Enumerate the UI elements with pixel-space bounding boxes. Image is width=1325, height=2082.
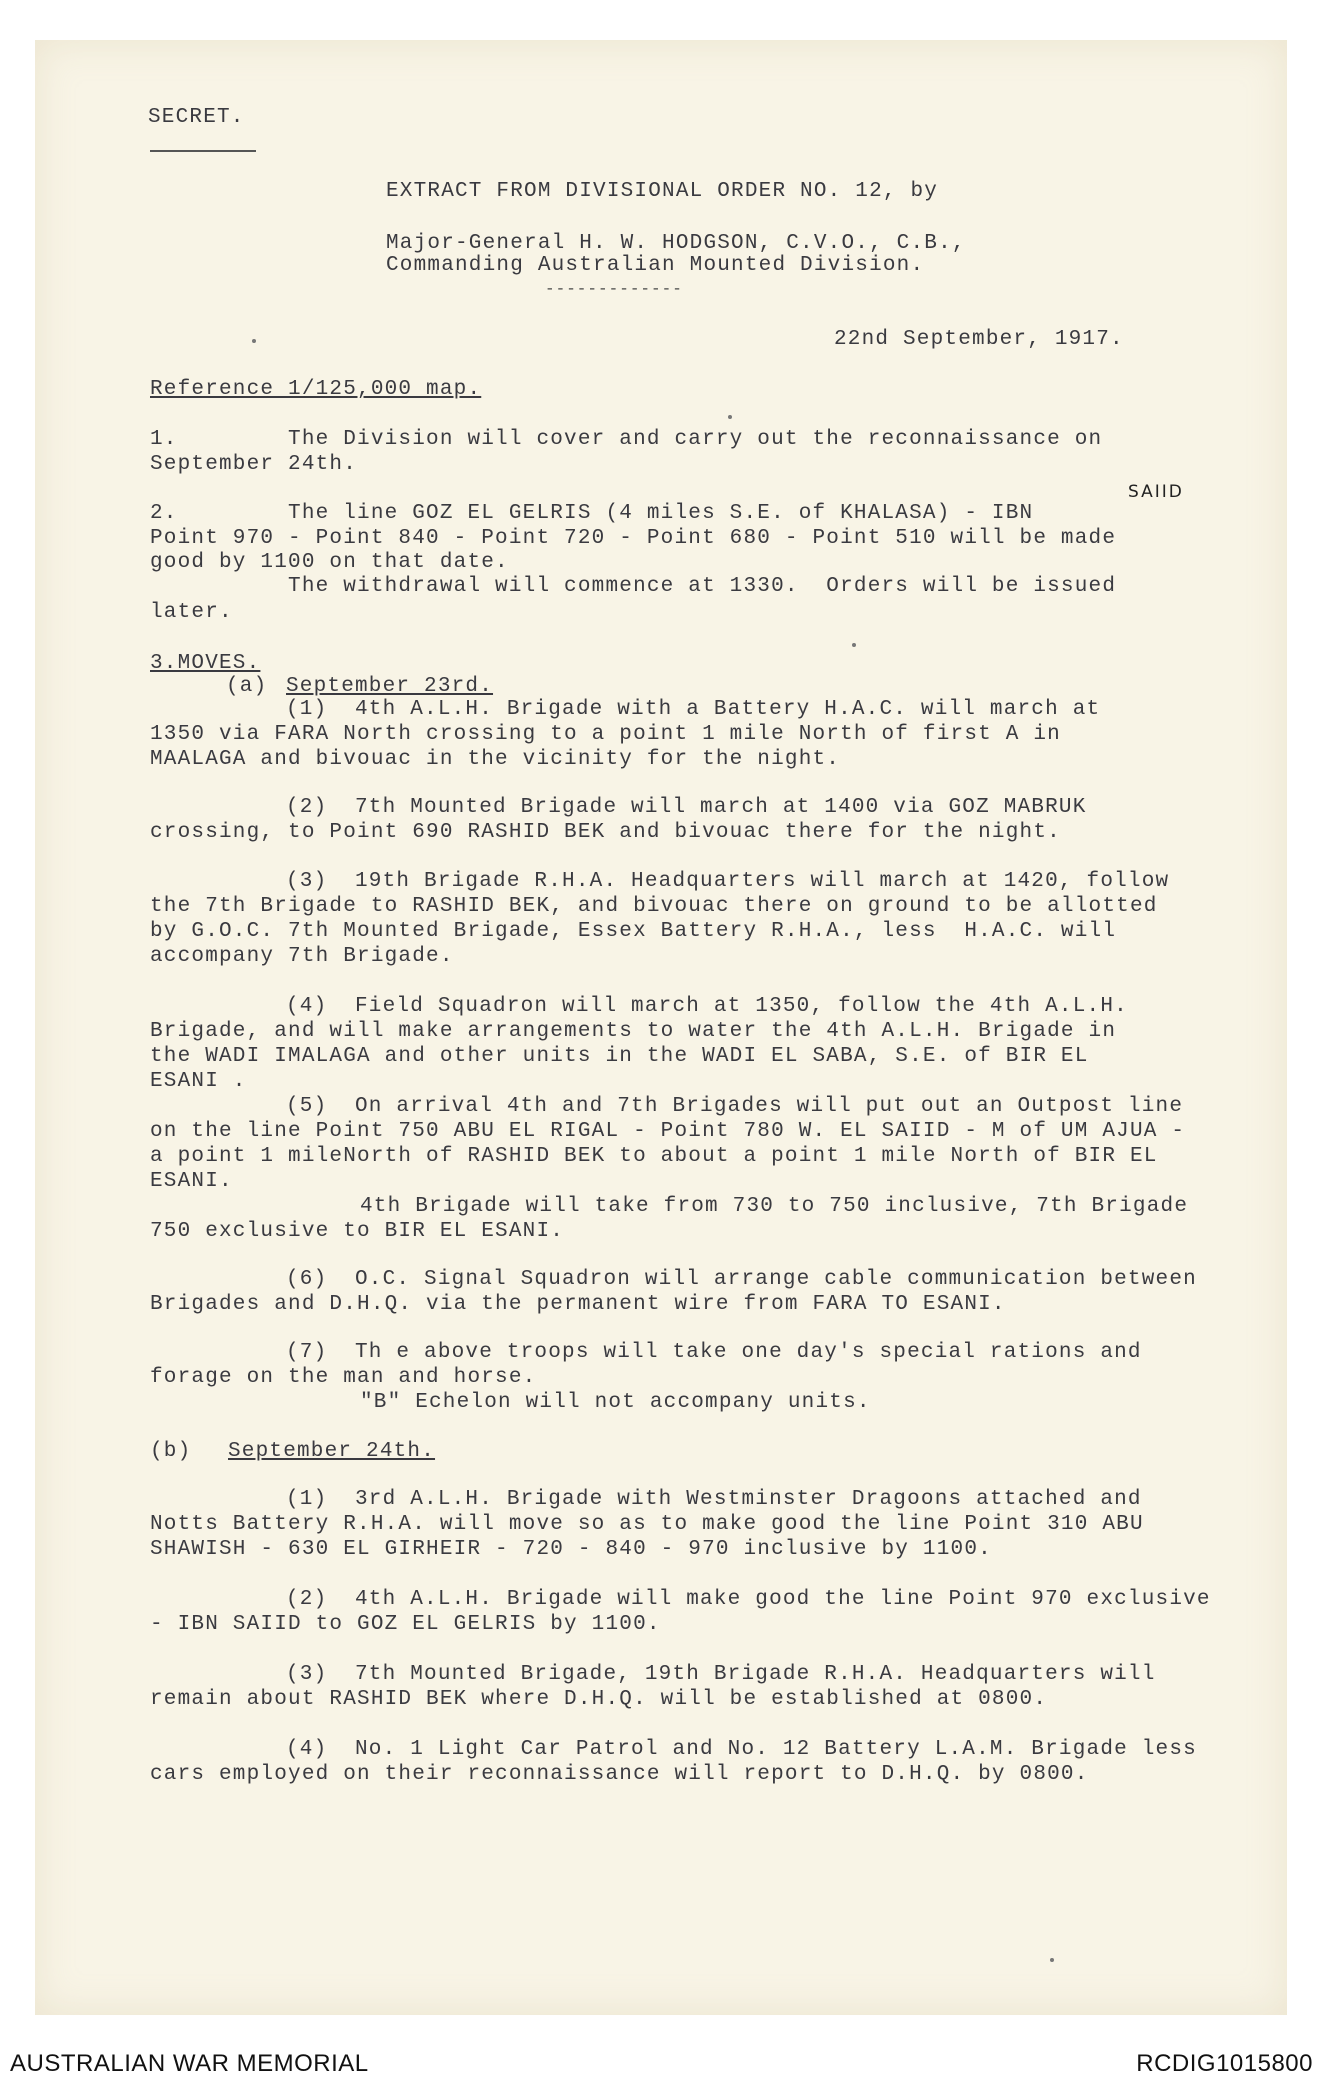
title-divider: ------------- (545, 280, 683, 298)
a1-line: MAALAGA and bivouac in the vicinity for the night. (150, 748, 841, 771)
a2-line: (2) 7th Mounted Brigade will march at 1400 via GOZ MABRUK (286, 796, 1087, 819)
a3-line: (3) 19th Brigade R.H.A. Headquarters will march at 1420, follow (286, 870, 1170, 893)
classification-label: SECRET. (148, 106, 245, 129)
author-line-1: Major-General H. W. HODGSON, C.V.O., C.B., (386, 232, 966, 255)
paper-mark (252, 339, 256, 343)
b3-line: (3) 7th Mounted Brigade, 19th Brigade R.H.A. Headquarters will (286, 1663, 1156, 1686)
para2-line: 2. The line GOZ EL GELRIS (4 miles S.E. of KHALASA) - IBN (150, 502, 1034, 525)
footer-record-id: RCDIG1015800 (1136, 2050, 1313, 2077)
para2-line: Point 970 - Point 840 - Point 720 - Point 680 - Point 510 will be made (150, 527, 1117, 550)
para1-line: 1. The Division will cover and carry out the reconnaissance on (150, 428, 1103, 451)
para2-line: later. (150, 601, 233, 624)
para2-line: The withdrawal will commence at 1330. Orders will be issued (150, 575, 1117, 598)
a5-continued-line: 4th Brigade will take from 730 to 750 inclusive, 7th Brigade (360, 1195, 1189, 1218)
b4-line: cars employed on their reconnaissance will report to D.H.Q. by 0800. (150, 1763, 1089, 1786)
paper-mark (728, 415, 732, 419)
a5-line: (5) On arrival 4th and 7th Brigades will put out an Outpost line (286, 1095, 1184, 1118)
a4-line: Brigade, and will make arrangements to water the 4th A.L.H. Brigade in (150, 1020, 1117, 1043)
a3-line: accompany 7th Brigade. (150, 945, 454, 968)
b2-line: - IBN SAIID to GOZ EL GELRIS by 1100. (150, 1613, 661, 1636)
b1-line: SHAWISH - 630 EL GIRHEIR - 720 - 840 - 970 inclusive by 1100. (150, 1538, 992, 1561)
a5-continued-line: 750 exclusive to BIR EL ESANI. (150, 1220, 565, 1243)
b1-line: (1) 3rd A.L.H. Brigade with Westminster Dragoons attached and (286, 1488, 1142, 1511)
a3-line: by G.O.C. 7th Mounted Brigade, Essex Battery R.H.A., less H.A.C. will (150, 920, 1117, 943)
b3-line: remain about RASHID BEK where D.H.Q. will be established at 0800. (150, 1688, 1048, 1711)
a4-line: ESANI . (150, 1070, 247, 1093)
a7-line: forage on the man and horse. (150, 1366, 537, 1389)
a3-line: the 7th Brigade to RASHID BEK, and bivouac there on ground to be allotted (150, 895, 1158, 918)
a4-line: the WADI IMALAGA and other units in the WADI EL SABA, S.E. of BIR EL (150, 1045, 1089, 1068)
a1-line: 1350 via FARA North crossing to a point 1 mile North of first A in (150, 723, 1061, 746)
handwritten-annotation: SAIID (1128, 482, 1184, 502)
a6-line: Brigades and D.H.Q. via the permanent wire from FARA TO ESANI. (150, 1293, 1006, 1316)
author-line-2: Commanding Australian Mounted Division. (386, 254, 925, 277)
document-date: 22nd September, 1917. (834, 328, 1124, 351)
a7-line: (7) Th e above troops will take one day's special rations and (286, 1341, 1142, 1364)
para1-line: September 24th. (150, 453, 358, 476)
b2-line: (2) 4th A.L.H. Brigade will make good the line Point 970 exclusive (286, 1588, 1211, 1611)
sub-b-heading: September 24th. (228, 1440, 436, 1463)
footer-archive-name: AUSTRALIAN WAR MEMORIAL (10, 2050, 369, 2077)
paper-mark (852, 643, 856, 647)
a5-line: ESANI. (150, 1170, 233, 1193)
a5-line: on the line Point 750 ABU EL RIGAL - Point 780 W. EL SAIID - M of UM AJUA - (150, 1120, 1186, 1143)
map-reference: Reference 1/125,000 map. (150, 378, 482, 401)
para2-line: good by 1100 on that date. (150, 551, 509, 574)
a6-line: (6) O.C. Signal Squadron will arrange cable communication between (286, 1268, 1197, 1291)
a2-line: crossing, to Point 690 RASHID BEK and bivouac there for the night. (150, 821, 1061, 844)
a1-line: (1) 4th A.L.H. Brigade with a Battery H.A.C. will march at (286, 698, 1101, 721)
a7-continued-line: "B" Echelon will not accompany units. (360, 1391, 871, 1414)
document-title: EXTRACT FROM DIVISIONAL ORDER NO. 12, by (386, 180, 939, 203)
paper-mark (1050, 1958, 1054, 1962)
classification-underline (150, 150, 256, 152)
sub-b-prefix: (b) (150, 1440, 192, 1463)
b4-line: (4) No. 1 Light Car Patrol and No. 12 Battery L.A.M. Brigade less (286, 1738, 1197, 1761)
b1-line: Notts Battery R.H.A. will move so as to make good the line Point 310 ABU (150, 1513, 1144, 1536)
sub-a-heading: September 23rd. (286, 675, 494, 698)
a4-line: (4) Field Squadron will march at 1350, follow the 4th A.L.H. (286, 995, 1128, 1018)
moves-heading: 3.MOVES. (150, 652, 261, 675)
sub-a-prefix: (a) (226, 675, 268, 698)
a5-line: a point 1 mileNorth of RASHID BEK to about a point 1 mile North of BIR EL (150, 1145, 1158, 1168)
